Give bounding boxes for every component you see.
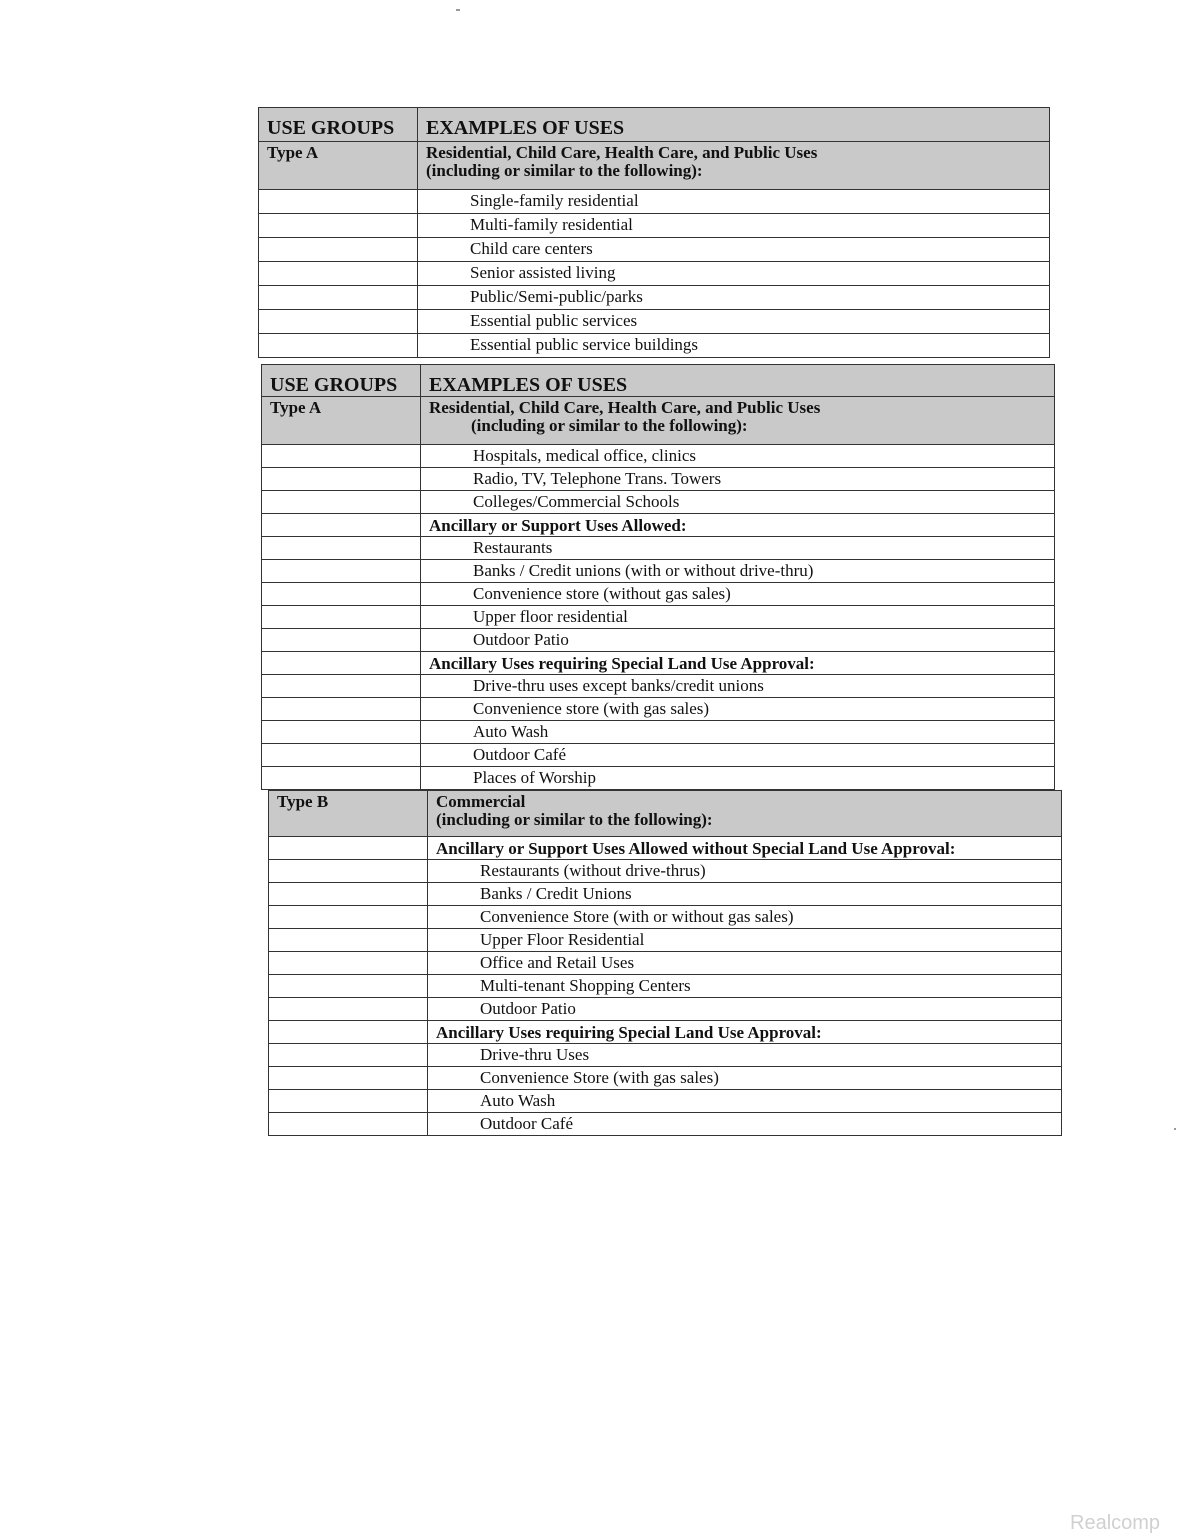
example-use: Senior assisted living: [418, 262, 1050, 286]
group-cell: [269, 975, 428, 998]
list-item-row: [269, 975, 1062, 998]
group-cell: [269, 1113, 428, 1136]
group-cell: [262, 537, 421, 560]
group-cell: [262, 698, 421, 721]
list-item-row: [259, 310, 1050, 334]
example-use: Outdoor Patio: [428, 998, 1062, 1021]
example-use: Essential public service buildings: [418, 334, 1050, 358]
group-cell: [262, 721, 421, 744]
group-cell: [269, 1021, 428, 1044]
type-description-line-1: Residential, Child Care, Health Care, and Public Uses: [426, 143, 818, 162]
example-use: Single-family residential: [418, 190, 1050, 214]
group-cell: [269, 837, 428, 860]
example-use: Office and Retail Uses: [428, 952, 1062, 975]
subheading-row: [262, 514, 1055, 537]
list-item-row: [259, 286, 1050, 310]
group-cell: [269, 998, 428, 1021]
example-use: Outdoor Café: [421, 744, 1055, 767]
use-groups-table-1: [258, 107, 1050, 358]
realcomp-watermark: Realcomp: [1070, 1512, 1161, 1534]
type-a-row: [259, 142, 1050, 190]
group-cell: [269, 860, 428, 883]
type-description: [428, 791, 1062, 837]
example-use: Multi-family residential: [418, 214, 1050, 238]
type-description: [418, 142, 1050, 190]
list-item-row: [262, 560, 1055, 583]
table-header-row: [262, 365, 1055, 397]
group-cell: [269, 906, 428, 929]
header-examples-of-uses: EXAMPLES OF USES: [418, 108, 1050, 142]
type-b-row: [269, 791, 1062, 837]
group-cell: [269, 929, 428, 952]
group-cell: [262, 744, 421, 767]
example-use: Banks / Credit unions (with or without drive-thru): [421, 560, 1055, 583]
use-groups-table-3: [268, 790, 1062, 1136]
list-item-row: [262, 468, 1055, 491]
list-item-row: [262, 583, 1055, 606]
group-cell: [259, 190, 418, 214]
group-cell: [262, 629, 421, 652]
example-use: Hospitals, medical office, clinics: [421, 445, 1055, 468]
list-item-row: [262, 698, 1055, 721]
example-use: Convenience store (without gas sales): [421, 583, 1055, 606]
list-item-row: [269, 883, 1062, 906]
example-use: Drive-thru uses except banks/credit unions: [421, 675, 1055, 698]
subheading-row: [262, 652, 1055, 675]
table-header-row: [259, 108, 1050, 142]
header-use-groups: USE GROUPS: [259, 108, 418, 142]
type-a-row: [262, 397, 1055, 445]
group-cell: [259, 262, 418, 286]
example-use: Auto Wash: [421, 721, 1055, 744]
subheading-support-uses: Ancillary or Support Uses Allowed without Special Land Use Approval:: [428, 837, 1062, 860]
list-item-row: [259, 262, 1050, 286]
group-cell: [262, 491, 421, 514]
type-description-line-2: (including or similar to the following):: [426, 160, 703, 180]
type-description-line-2: (including or similar to the following):: [436, 809, 713, 829]
subheading-row: [269, 837, 1062, 860]
example-use: Banks / Credit Unions: [428, 883, 1062, 906]
list-item-row: [269, 1113, 1062, 1136]
list-item-row: [269, 1090, 1062, 1113]
example-use: Convenience store (with gas sales): [421, 698, 1055, 721]
example-use: Colleges/Commercial Schools: [421, 491, 1055, 514]
list-item-row: [262, 606, 1055, 629]
example-use: Restaurants (without drive-thrus): [428, 860, 1062, 883]
subheading-support-uses: Ancillary or Support Uses Allowed:: [421, 514, 1055, 537]
group-cell: [269, 952, 428, 975]
list-item-row: [262, 537, 1055, 560]
list-item-row: [269, 906, 1062, 929]
example-use: Convenience Store (with gas sales): [428, 1067, 1062, 1090]
subheading-special-land-use: Ancillary Uses requiring Special Land Use Approval:: [421, 652, 1055, 675]
group-cell: [262, 767, 421, 790]
list-item-row: [262, 675, 1055, 698]
group-cell: [259, 334, 418, 358]
list-item-row: [269, 1067, 1062, 1090]
list-item-row: [269, 1044, 1062, 1067]
example-use: Multi-tenant Shopping Centers: [428, 975, 1062, 998]
list-item-row: [262, 491, 1055, 514]
list-item-row: [262, 767, 1055, 790]
scan-speck: [456, 9, 460, 11]
group-cell: [259, 310, 418, 334]
example-use: Upper Floor Residential: [428, 929, 1062, 952]
list-item-row: [262, 744, 1055, 767]
type-description-line-1: Commercial: [436, 792, 526, 811]
list-item-row: [269, 952, 1062, 975]
group-cell: [262, 583, 421, 606]
group-cell: [262, 652, 421, 675]
group-cell: [262, 675, 421, 698]
example-use: Restaurants: [421, 537, 1055, 560]
group-cell: [269, 1044, 428, 1067]
list-item-row: [262, 629, 1055, 652]
subheading-special-land-use: Ancillary Uses requiring Special Land Use Approval:: [428, 1021, 1062, 1044]
example-use: Outdoor Patio: [421, 629, 1055, 652]
example-use: Radio, TV, Telephone Trans. Towers: [421, 468, 1055, 491]
list-item-row: [259, 238, 1050, 262]
type-label: Type A: [259, 142, 418, 190]
use-groups-table-2: [261, 364, 1055, 790]
group-cell: [259, 214, 418, 238]
group-cell: [262, 560, 421, 583]
list-item-row: [269, 998, 1062, 1021]
list-item-row: [269, 929, 1062, 952]
group-cell: [262, 468, 421, 491]
scan-speck: [1174, 1128, 1176, 1130]
example-use: Essential public services: [418, 310, 1050, 334]
group-cell: [262, 445, 421, 468]
type-description-line-2: (including or similar to the following):: [471, 415, 748, 435]
type-description-line-1: Residential, Child Care, Health Care, and Public Uses: [429, 398, 821, 417]
example-use: Public/Semi-public/parks: [418, 286, 1050, 310]
group-cell: [259, 238, 418, 262]
header-use-groups: USE GROUPS: [262, 365, 421, 397]
example-use: Places of Worship: [421, 767, 1055, 790]
group-cell: [259, 286, 418, 310]
header-examples-of-uses: EXAMPLES OF USES: [421, 365, 1055, 397]
list-item-row: [259, 190, 1050, 214]
example-use: Drive-thru Uses: [428, 1044, 1062, 1067]
group-cell: [269, 1067, 428, 1090]
list-item-row: [259, 214, 1050, 238]
subheading-row: [269, 1021, 1062, 1044]
group-cell: [269, 883, 428, 906]
group-cell: [262, 514, 421, 537]
list-item-row: [259, 334, 1050, 358]
example-use: Child care centers: [418, 238, 1050, 262]
list-item-row: [262, 721, 1055, 744]
example-use: Outdoor Café: [428, 1113, 1062, 1136]
list-item-row: [269, 860, 1062, 883]
example-use: Upper floor residential: [421, 606, 1055, 629]
example-use: Auto Wash: [428, 1090, 1062, 1113]
type-description: [421, 397, 1055, 445]
group-cell: [262, 606, 421, 629]
list-item-row: [262, 445, 1055, 468]
group-cell: [269, 1090, 428, 1113]
type-label: Type B: [269, 791, 428, 837]
type-label: Type A: [262, 397, 421, 445]
example-use: Convenience Store (with or without gas sales): [428, 906, 1062, 929]
